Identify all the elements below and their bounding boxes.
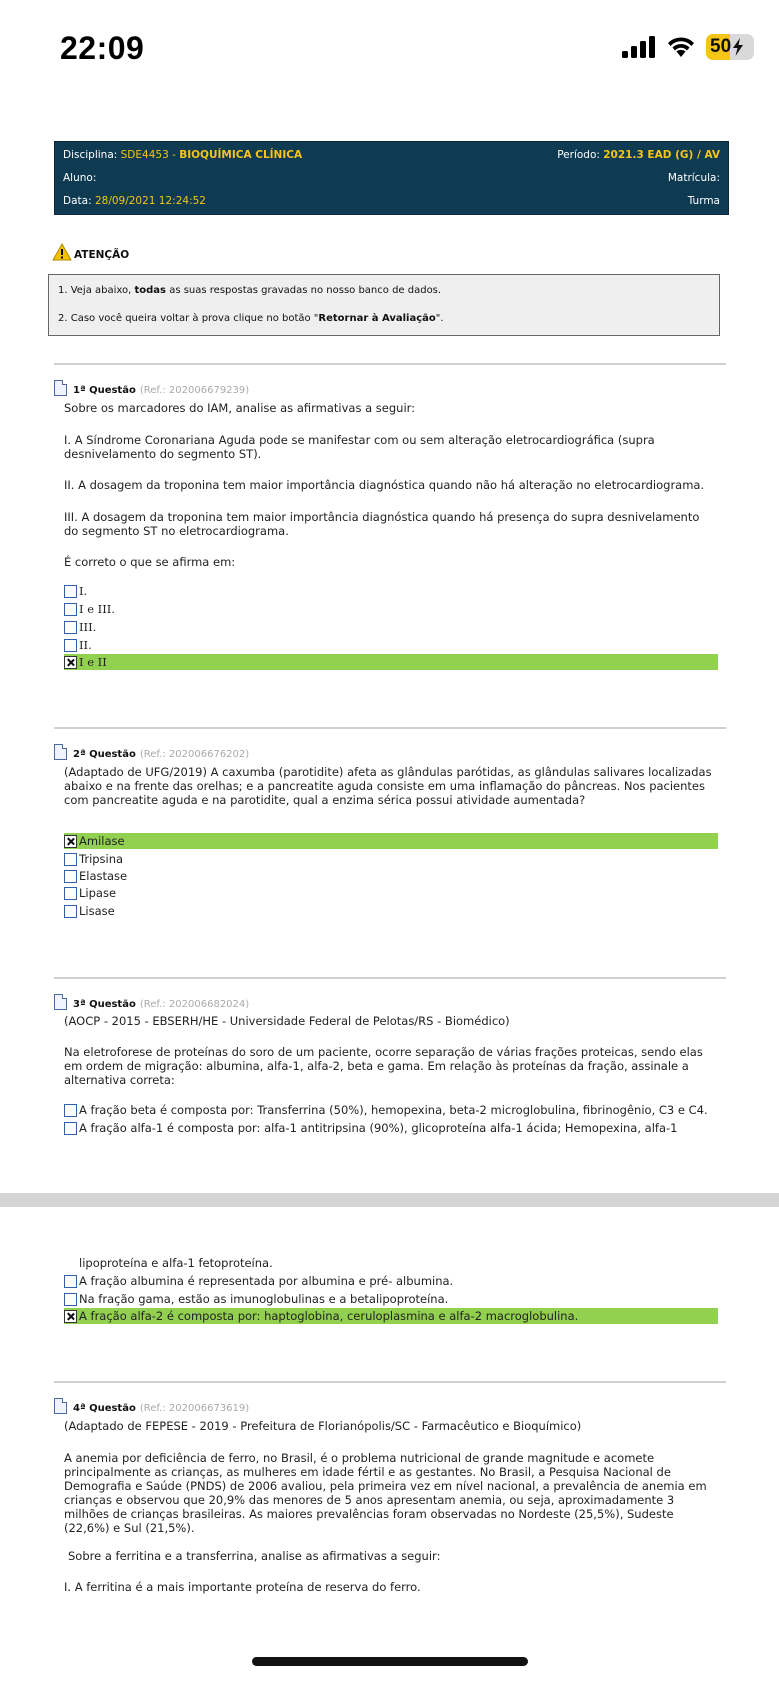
question-1-text: I. A Síndrome Coronariana Aguda pode se manifestar com ou sem alteração eletrocardiográfica (supra desnivelamento do segmento ST). (64, 433, 655, 461)
question-4-text: A anemia por deficiência de ferro, no Brasil, é o problema nutricional de grande magnitude e acomete principalmente as crianças, as mulheres em idade fértil e as gestantes. No Brasil, a Pesquisa Nacional de Demografia e Saúde (PNDS) de 2006 avaliou, pela primeira vez em nível nacional, a prevalência de anemia em crianças e observou que 20,9% das menores de 5 anos apresentam anemia, ou seja, aproximadamente 3 milhões de crianças brasileiras. As maiores prevalências foram observadas no Nordeste (25,5%), Sudeste (22,6%) e Sul (21,5%). (64, 1451, 707, 1535)
question-ref: (Ref.: 202006673619) (139, 1403, 250, 1414)
question-2-text: (Adaptado de UFG/2019) A caxumba (parotidite) afeta as glândulas parótidas, as glândulas salivares localizadas abaixo e na frente das orelhas; e a pancreatite aguda consiste em uma inflamação do pâncreas. Nos pacientes com pancreatite aguda e na parotidite, qual a enzima sérica possui atividade aumentada? (64, 765, 712, 807)
option-label: Lipase (79, 886, 117, 900)
checkbox[interactable] (64, 639, 77, 652)
checkbox[interactable] (64, 1122, 77, 1135)
question-number: 3ª Questão (73, 999, 136, 1010)
divider (54, 727, 726, 729)
question-4-text: I. A ferritina é a mais importante proteína de reserva do ferro. (64, 1580, 421, 1594)
home-indicator[interactable] (252, 1657, 528, 1666)
option-label: I e II (79, 655, 107, 669)
option-label: lipoproteína e alfa-1 fetoproteína. (79, 1256, 273, 1270)
disciplina-label: Disciplina: (63, 149, 118, 161)
option-label: Tripsina (79, 852, 124, 866)
option-label: Lisase (79, 904, 115, 918)
question-4-text: Sobre a ferritina e a transferrina, analise as afirmativas a seguir: (68, 1549, 441, 1563)
option-label: I. (79, 584, 88, 598)
checkbox[interactable] (64, 870, 77, 883)
periodo-value: 2021.3 EAD (G) / AV (603, 149, 720, 161)
checkbox[interactable] (64, 585, 77, 598)
option-label: A fração alfa-1 é composta por: alfa-1 antitripsina (90%), glicoproteína alfa-1 ácida; Hemopexina, alfa-1 (79, 1121, 678, 1135)
checkbox[interactable] (64, 603, 77, 616)
notice-line2-pre: 2. Caso você queira voltar à prova clique no botão " (58, 313, 319, 324)
disciplina-code: SDE4453 - (120, 149, 176, 161)
checkbox[interactable] (64, 887, 77, 900)
option-continuation (79, 1255, 718, 1271)
option-label: II. (79, 638, 92, 652)
question-number: 2ª Questão (73, 749, 136, 760)
checkbox[interactable] (64, 853, 77, 866)
notice-line1-post: as suas respostas gravadas no nosso banco de dados. (169, 285, 442, 296)
question-ref: (Ref.: 202006676202) (139, 749, 250, 760)
notice-line2-post: ". (435, 313, 444, 324)
option-label: A fração alfa-2 é composta por: haptoglobina, ceruloplasmina e alfa-2 macroglobulina. (79, 1309, 579, 1323)
question-ref: (Ref.: 202006679239) (139, 385, 250, 396)
document-icon (54, 744, 67, 760)
question-number: 1ª Questão (73, 385, 136, 396)
document-icon (54, 380, 67, 396)
option-label: Elastase (79, 869, 128, 883)
question-1-text: III. A dosagem da troponina tem maior importância diagnóstica quando há presença do supra desnivelamento do segmento ST no eletrocardiograma. (64, 510, 700, 538)
question-2-header (54, 744, 249, 760)
answer-option[interactable] (64, 583, 718, 599)
answer-option[interactable] (64, 1102, 718, 1118)
option-label: III. (79, 620, 97, 634)
answer-option[interactable] (64, 619, 718, 635)
divider (54, 1381, 726, 1383)
attention-heading (52, 243, 129, 261)
periodo-label: Período: (557, 149, 600, 161)
page-break (0, 1193, 779, 1207)
divider (54, 363, 726, 365)
divider (54, 977, 726, 979)
question-ref: (Ref.: 202006682024) (139, 999, 250, 1010)
checkbox[interactable] (64, 1293, 77, 1306)
wifi-icon (666, 36, 696, 58)
answer-option[interactable] (64, 1273, 718, 1289)
cellular-signal-icon (622, 36, 656, 58)
checkbox[interactable] (64, 621, 77, 634)
answer-option[interactable] (64, 851, 718, 867)
warning-icon (52, 243, 72, 261)
checkbox[interactable] (64, 1104, 77, 1117)
answer-option-selected[interactable] (64, 833, 718, 849)
battery-level: 50 (710, 36, 732, 57)
notice-line1-pre: 1. Veja abaixo, (58, 285, 132, 296)
answer-option[interactable] (64, 1120, 718, 1136)
question-1-text: Sobre os marcadores do IAM, analise as afirmativas a seguir: (64, 401, 416, 415)
option-label: Amilase (79, 834, 125, 848)
question-4-text: (Adaptado de FEPESE - 2019 - Prefeitura de Florianópolis/SC - Farmacêutico e Bioquímico) (64, 1419, 582, 1433)
option-label: Na fração gama, estão as imunoglobulinas e a betalipoproteína. (79, 1292, 449, 1306)
charging-bolt-icon (732, 38, 744, 56)
answer-option[interactable] (64, 1291, 718, 1307)
question-3-text: (AOCP - 2015 - EBSERH/HE - Universidade Federal de Pelotas/RS - Biomédico) (64, 1014, 510, 1028)
option-label: A fração beta é composta por: Transferrina (50%), hemopexina, beta-2 microglobulina, fibrinogênio, C3 e C4. (79, 1103, 708, 1117)
question-1-header (54, 380, 249, 396)
question-1-text: II. A dosagem da troponina tem maior importância diagnóstica quando não há alteração no eletrocardiograma. (64, 478, 705, 492)
battery-indicator (706, 34, 754, 60)
question-4-header (54, 1398, 249, 1414)
question-number: 4ª Questão (73, 1403, 136, 1414)
question-1-text: É correto o que se afirma em: (64, 555, 236, 569)
turma-label: Turma (687, 195, 720, 207)
course-header (54, 141, 729, 215)
data-label: Data: (63, 195, 92, 207)
answer-option-selected[interactable] (64, 1308, 718, 1324)
option-label: A fração albumina é representada por albumina e pré- albumina. (79, 1274, 454, 1288)
answer-option[interactable] (64, 601, 718, 617)
status-bar (0, 0, 779, 100)
answer-option[interactable] (64, 637, 718, 653)
answer-option[interactable] (64, 868, 718, 884)
attention-notice (48, 274, 720, 336)
checkbox-checked[interactable] (64, 656, 77, 669)
notice-line2-bold: Retornar à Avaliação (318, 313, 436, 324)
clock: 22:09 (60, 30, 145, 66)
notice-line1-bold: todas (134, 285, 167, 296)
data-value: 28/09/2021 12:24:52 (94, 195, 206, 207)
checkbox-checked[interactable] (64, 835, 77, 848)
attention-title: ATENÇÃO (74, 249, 130, 261)
matricula-label: Matrícula: (667, 172, 720, 184)
document-icon (54, 994, 67, 1010)
checkbox-checked[interactable] (64, 1310, 77, 1323)
disciplina-name: BIOQUÍMICA CLÍNICA (179, 149, 303, 161)
aluno-label: Aluno: (63, 172, 97, 184)
question-3-header (54, 994, 249, 1010)
checkbox[interactable] (64, 1275, 77, 1288)
option-label: I e III. (79, 602, 115, 616)
document-icon (54, 1398, 67, 1414)
answer-option[interactable] (64, 903, 718, 919)
checkbox[interactable] (64, 905, 77, 918)
answer-option-selected[interactable] (64, 654, 718, 670)
answer-option[interactable] (64, 885, 718, 901)
question-3-text: Na eletroforese de proteínas do soro de um paciente, ocorre separação de várias frações proteicas, sendo elas em ordem de migração: albumina, alfa-1, alfa-2, beta e gama. Em relação às proteínas da fração, assinale a alternativa correta: (64, 1045, 703, 1087)
